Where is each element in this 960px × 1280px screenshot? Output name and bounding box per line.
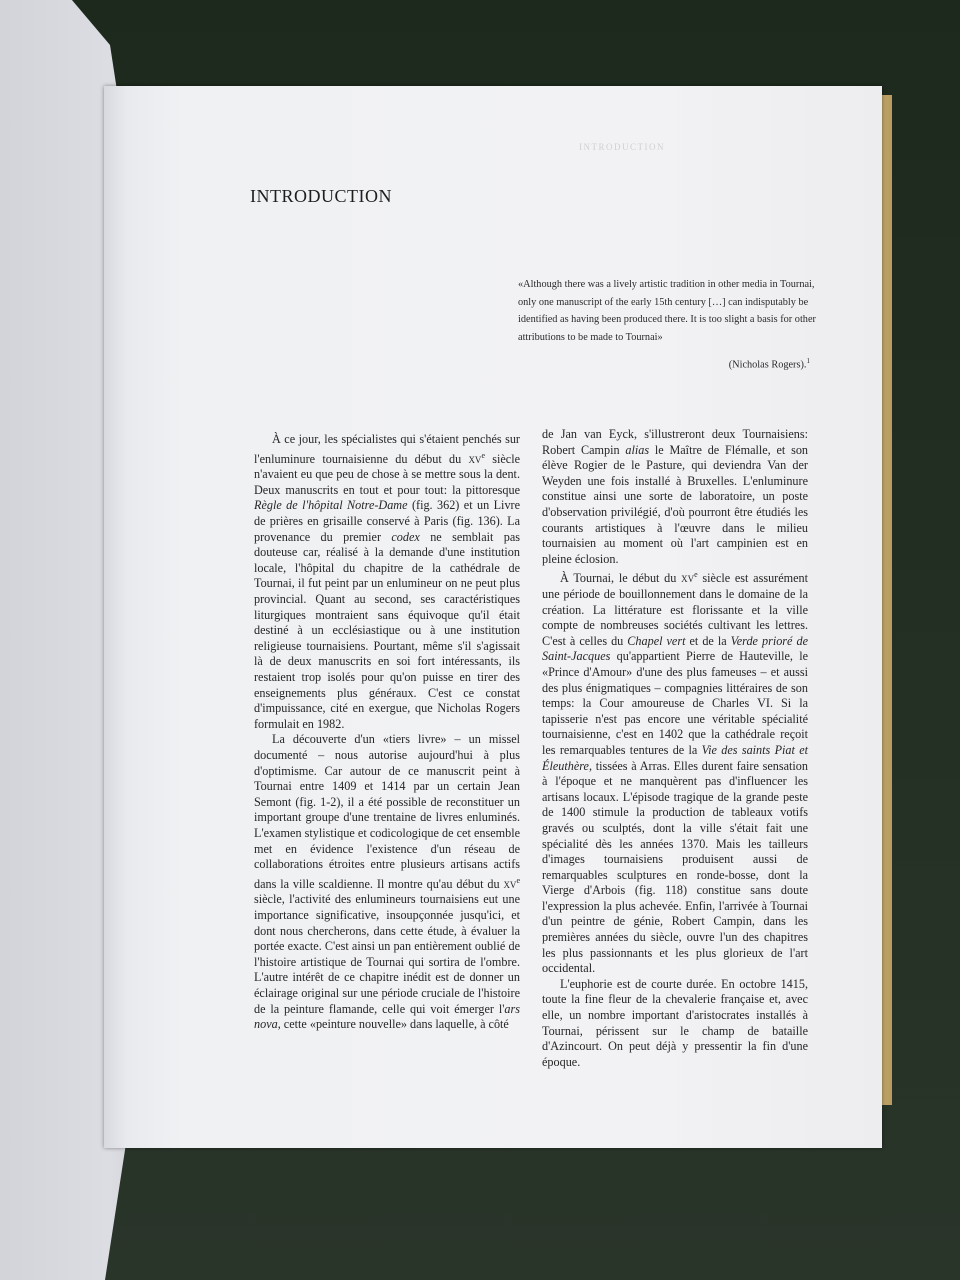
paragraph: L'euphorie est de courte durée. En octobre 1415, toute la fine fleur de la chevalerie française et, avec elle, un nombre important d'aristocrates installés à Tournai, périssent sur le champ de bataille d'Azincourt. On peut déjà y pressentir la fin d'une époque. <box>542 976 808 1069</box>
page-title: INTRODUCTION <box>250 186 392 206</box>
epigraph-source <box>518 353 818 374</box>
footnote-ref: 1 <box>806 357 810 365</box>
paragraph: La découverte d'un «tiers livre» – un missel documenté – nous autorise aujourd'hui à plus d'optimisme. Car autour de ce manuscrit peint à Tournai entre 1409 et 1414 par un certain Jean Semont (fig. 1-2), il a été possible de reconstituer un important groupe d'une trentaine de livres enluminés. L'examen stylistique et codicologique de cet ensemble met en évidence l'existence d'un réseau de collaborations étroites entre plusieurs artisans actifs dans la ville scaldienne. Il montre qu'au début du $xv^e$ siècle, l'activité des enlumineurs tournaisiens eut une importance significative, insoupçonnée jusqu'ici, et dont nous chercherons, dans cette étude, à évaluer la portée exacte. C'est ainsi un pan entièrement oublié de l'histoire artistique de Tournai qui sortira de l'ombre. L'autre intérêt de ce chapitre inédit est de donner un éclairage original sur une période cruciale de l'histoire de la peinture flamande, celle qui voit émerger l'ars nova, cette «peinture nouvelle» dans laquelle, à côté <box>254 732 520 1032</box>
epigraph-author: (Nicholas Rogers). <box>728 359 807 371</box>
text-column-right <box>542 427 808 1070</box>
paragraph: À ce jour, les spécialistes qui s'étaient penchés sur l'enluminure tournaisienne du début du $xv^e$ siècle n'avaient eu que peu de chose à se mettre sous la dent. Deux manuscrits en tout et pour tout: la pittoresque Règle de l'hôpital Notre-Dame (fig. 362) et un Livre de prières en grisaille conservé à Paris (fig. 136). La provenance du premier codex ne semblait pas douteuse car, réalisé à la demande d'une institution locale, l'hôpital du chapitre de la cathédrale de Tournai, il fut peint par un enlumineur on ne peut plus provincial. Quant au second, ses caractéristiques liturgiques montraient sans équivoque qu'il était destiné à un ecclésiastique ou à une institution religieuse tournaisiens. Pourtant, même s'il s'agissait là de deux manuscrits en soi fort intéressants, ils restaient trop isolés pour qu'on puisse en tirer des enseignements plus généraux. C'est ce constat d'impuissance, cité en exergue, que Nicholas Rogers formulait en 1982. <box>254 432 521 731</box>
running-head: INTRODUCTION <box>579 142 665 152</box>
book-page <box>104 86 882 1148</box>
paragraph: de Jan van Eyck, s'illustreront deux Tournaisiens: Robert Campin alias le Maître de Flémalle, et son élève Rogier de le Pasture, qui deviendra Van der Weyden une fois installé à Bruxelles. L'enluminure constitue ainsi une sorte de laboratoire, un poste d'observation privilégié, d'où pourront être étudiés les courants artistiques à l'œuvre dans le milieu tournaisien au moment où l'art campinien est en pleine éclosion. <box>542 427 809 566</box>
paragraph: À Tournai, le début du $xv^e$ siècle est assurément une période de bouillonnement dans le domaine de la création. La littérature est florissante et la ville compte de nombreuses sociétés cultivant les lettres. C'est à celles du Chapel vert et de la Verde prioré de Saint-Jacques qu'appartient Pierre de Hauteville, le «Prince d'Amour» d'une des plus fameuses – et aussi des plus énigmatiques – compagnies littéraires de son temps: la Cour amoureuse de Charles VI. Si la tapisserie n'est pas encore une véritable spécialité tournaisienne, c'est en 1402 que la cathédrale reçoit les remarquables tentures de la Vie des saints Piat et Éleuthère, tissées à Arras. Elles durent faire sensation à l'époque et ne manquèrent pas d'influencer les artisans locaux. L'épisode tragique de la grande peste de 1400 stimule la production de tableaux votifs gravés ou sculptés, dont la ville s'était fait une spécialité dès les années 1370. Mais les tailleurs d'images tournaisiens produisent aussi de remarquables sculptures en ronde-bosse, dont la Vierge d'Arbois (fig. 118) constitue sans doute l'expression la plus achevée. Enfin, l'arrivée à Tournai d'un peintre de génie, Robert Campin, dans les premières années du siècle, ouvre l'un des chapitres les plus passionnants et les plus glorieux de l'art occidental. <box>542 570 809 976</box>
text-column-left <box>254 432 520 1033</box>
epigraph <box>518 276 818 374</box>
epigraph-quote: «Although there was a lively artistic tradition in other media in Tournai, only one manuscript of the early 15th century […] can indisputably be identified as having been produced there. It is too slight a basis for other attributions to be made to Tournai» <box>518 279 816 343</box>
